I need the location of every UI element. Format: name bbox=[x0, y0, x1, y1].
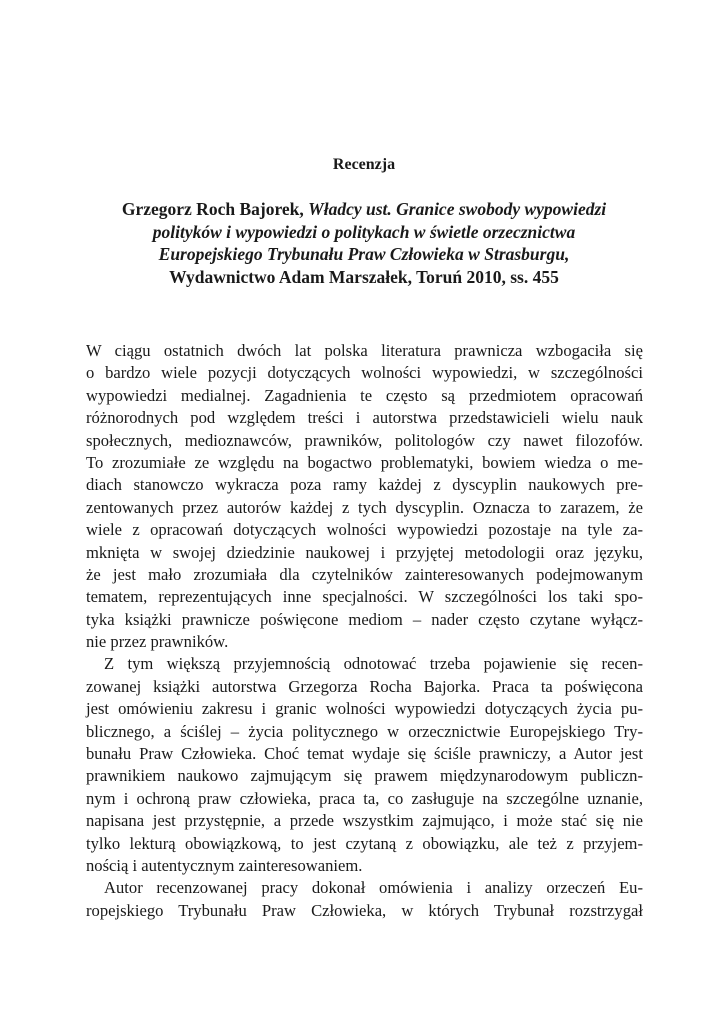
book-title-part-2: polityków i wypowiedzi o politykach w świetle orzecznictwa bbox=[152, 221, 576, 242]
header-line-1 bbox=[88, 198, 640, 221]
book-title-part-1: Władcy ust. Granice swobody wypowiedzi bbox=[308, 199, 607, 219]
text-line: tyka książki prawnicze poświęcone mediom – nader często czytane wyłącz- bbox=[86, 609, 643, 629]
text-line: różnorodnych pod względem treści i autorstwa przedstawicieli wielu nauk bbox=[86, 408, 643, 428]
text-line: diach stanowczo wykracza poza ramy każdej z dyscyplin naukowych pre- bbox=[86, 475, 643, 495]
header-line-3 bbox=[88, 243, 640, 266]
paragraph-2 bbox=[86, 653, 643, 877]
text-line: blicznego, a ściślej – życia politycznego w orzecznictwie Europejskiego Try- bbox=[86, 721, 643, 741]
review-header bbox=[88, 198, 640, 288]
book-title-part-3: Europejskiego Trybunału Praw Człowieka w Strasburgu, bbox=[158, 244, 570, 264]
text-line: wiele z opracowań dotyczących wolności wypowiedzi pozostaje na tyle za- bbox=[86, 520, 643, 540]
paragraph-1 bbox=[86, 340, 643, 653]
paragraph-3 bbox=[86, 877, 643, 922]
header-line-2 bbox=[88, 221, 640, 244]
review-body bbox=[86, 340, 643, 922]
text-line: nością i autentycznym zainteresowaniem. bbox=[86, 855, 363, 875]
section-label: Recenzja bbox=[332, 156, 396, 173]
text-line: wypowiedzi medialnej. Zagadnienia te często są przedmiotem opracowań bbox=[86, 385, 643, 405]
text-line: społecznych, medioznawców, prawników, politologów czy nawet filozofów. bbox=[86, 430, 643, 450]
text-line: bunału Praw Człowieka. Choć temat wydaje się ściśle prawniczy, a Autor jest bbox=[86, 744, 643, 764]
text-line: nie przez prawników. bbox=[86, 632, 229, 652]
book-author: Grzegorz Roch Bajorek, bbox=[121, 199, 304, 219]
text-line: tylko lekturą obowiązkową, to jest czytaną z obowiązku, ale też z przyjem- bbox=[86, 833, 643, 853]
text-line: jest omówieniu zakresu i granic wolności wypowiedzi dotyczących życia pu- bbox=[86, 699, 643, 719]
text-line: napisana jest przystępnie, a przede wszystkim zajmująco, i może stać się nie bbox=[86, 811, 643, 831]
text-line: tematem, reprezentujących inne specjalności. W szczególności los taki spo- bbox=[86, 587, 643, 607]
publisher-line: Wydawnictwo Adam Marszałek, Toruń 2010, ss. 455 bbox=[169, 266, 559, 287]
text-line: W ciągu ostatnich dwóch lat polska literatura prawnicza wzbogaciła się bbox=[86, 341, 643, 360]
text-line: nym i ochroną praw człowieka, praca ta, co zasługuje na szczególne uznanie, bbox=[86, 788, 643, 808]
text-line: zowanej książki autorstwa Grzegorza Rocha Bajorka. Praca ta poświęcona bbox=[86, 676, 643, 696]
text-line: To zrozumiałe ze względu na bogactwo problematyki, bowiem wiedza o me- bbox=[86, 452, 643, 472]
text-line: że jest mało zrozumiała dla czytelników zainteresowanych podejmowanym bbox=[86, 564, 643, 584]
text-line: Z tym większą przyjemnością odnotować trzeba pojawienie się recen- bbox=[104, 654, 643, 674]
text-line: o bardzo wiele pozycji dotyczących wolności wypowiedzi, w szczególności bbox=[86, 363, 643, 383]
text-line: zentowanych przez autorów każdej z tych dyscyplin. Oznacza to zarazem, że bbox=[86, 497, 643, 517]
text-line: Autor recenzowanej pracy dokonał omówienia i analizy orzeczeń Eu- bbox=[104, 878, 643, 898]
text-line: mknięta w swojej dziedzinie naukowej i przyjętej metodologii oraz języku, bbox=[86, 542, 643, 562]
text-line: prawnikiem naukowo zajmującym się prawem międzynarodowym publiczn- bbox=[86, 766, 643, 786]
text-line: ropejskiego Trybunału Praw Człowieka, w których Trybunał rozstrzygał bbox=[86, 900, 643, 920]
